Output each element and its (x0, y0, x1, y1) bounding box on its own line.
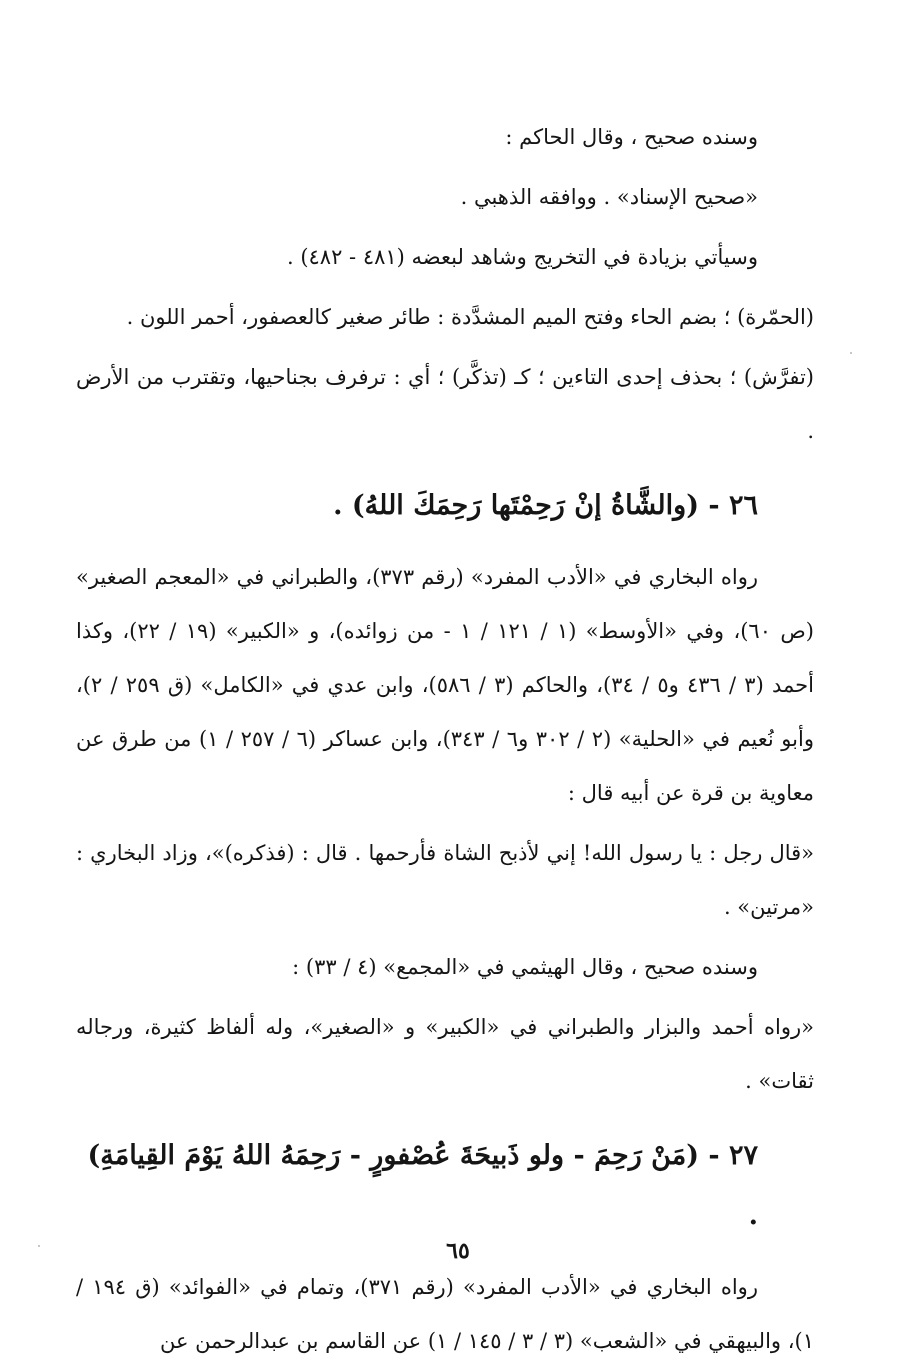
scan-speck (38, 1245, 40, 1247)
hadith-heading-26: ٢٦ - (والشَّاةُ إنْ رَحِمْتَها رَحِمَكَ اللهُ) . (333, 490, 758, 521)
paragraph-tafarrash-gloss: (تفرَّش) ؛ بحذف إحدى التاءين ؛ كـ (تذكَّر) ؛ أي : ترفرف بجناحيها، وتقترب من الأرض . (76, 365, 814, 443)
book-page (76, 110, 814, 1353)
scan-speck (850, 352, 852, 354)
paragraph-forthcoming-note: وسيأتي بزيادة في التخريج وشاهد لبعضه (٤٨١ - ٤٨٢) . (286, 245, 758, 269)
paragraph-humara-gloss: (الحمّرة) ؛ بضم الحاء وفتح الميم المشدَّدة : طائر صغير كالعصفور، أحمر اللون . (126, 305, 814, 329)
paragraph-hadith-26-grading: وسنده صحيح ، وقال الهيثمي في «المجمع» (٤ / ٣٣) : (292, 955, 758, 979)
paragraph-hadith-27-sources: رواه البخاري في «الأدب المفرد» (رقم ٣٧١)، وتمام في «الفوائد» (ق ١٩٤ / ١)، والبيهقي في «الشعب» (٣ / ٣ / ١٤٥ / ١) عن القاسم بن عبدالرحمن عن (76, 1275, 814, 1353)
paragraph-isnad-note: وسنده صحيح ، وقال الحاكم : (505, 125, 758, 149)
paragraph-hadith-26-haythami: «رواه أحمد والبزار والطبراني في «الكبير» و «الصغير»، وله ألفاظ كثيرة، ورجاله ثقات» . (76, 1015, 814, 1093)
paragraph-hadith-26-sources: رواه البخاري في «الأدب المفرد» (رقم ٣٧٣)، والطبراني في «المعجم الصغير» (ص ٦٠)، وفي «الأوسط» (١ / ١٢١ / ١ - من زوائده)، و «الكبير» (١٩ / ٢٢)، وكذا أحمد (٣ / ٤٣٦ و٥ / ٣٤)، والحاكم (٣ / ٥٨٦)، وابن عدي في «الكامل» (ق ٢٥٩ / ٢)، وأبو نُعيم في «الحلية» (٢ / ٣٠٢ و٦ / ٣٤٣)، وابن عساكر (٦ / ٢٥٧ / ١) من طرق عن معاوية بن قرة عن أبيه قال : (76, 565, 814, 805)
paragraph-hakim-quote: «صحيح الإسناد» . ووافقه الذهبي . (460, 185, 758, 209)
hadith-heading-27: ٢٧ - (مَنْ رَحِمَ - ولو ذَبيحَةَ عُصْفورٍ - رَحِمَهُ اللهُ يَوْمَ القِيامَةِ) . (87, 1140, 758, 1231)
paragraph-hadith-26-text: «قال رجل : يا رسول الله! إني لأذبح الشاة فأرحمها . قال : (فذكره)»، وزاد البخاري : «مرتين» . (76, 841, 814, 919)
page-number: ٦٥ (446, 1238, 470, 1264)
